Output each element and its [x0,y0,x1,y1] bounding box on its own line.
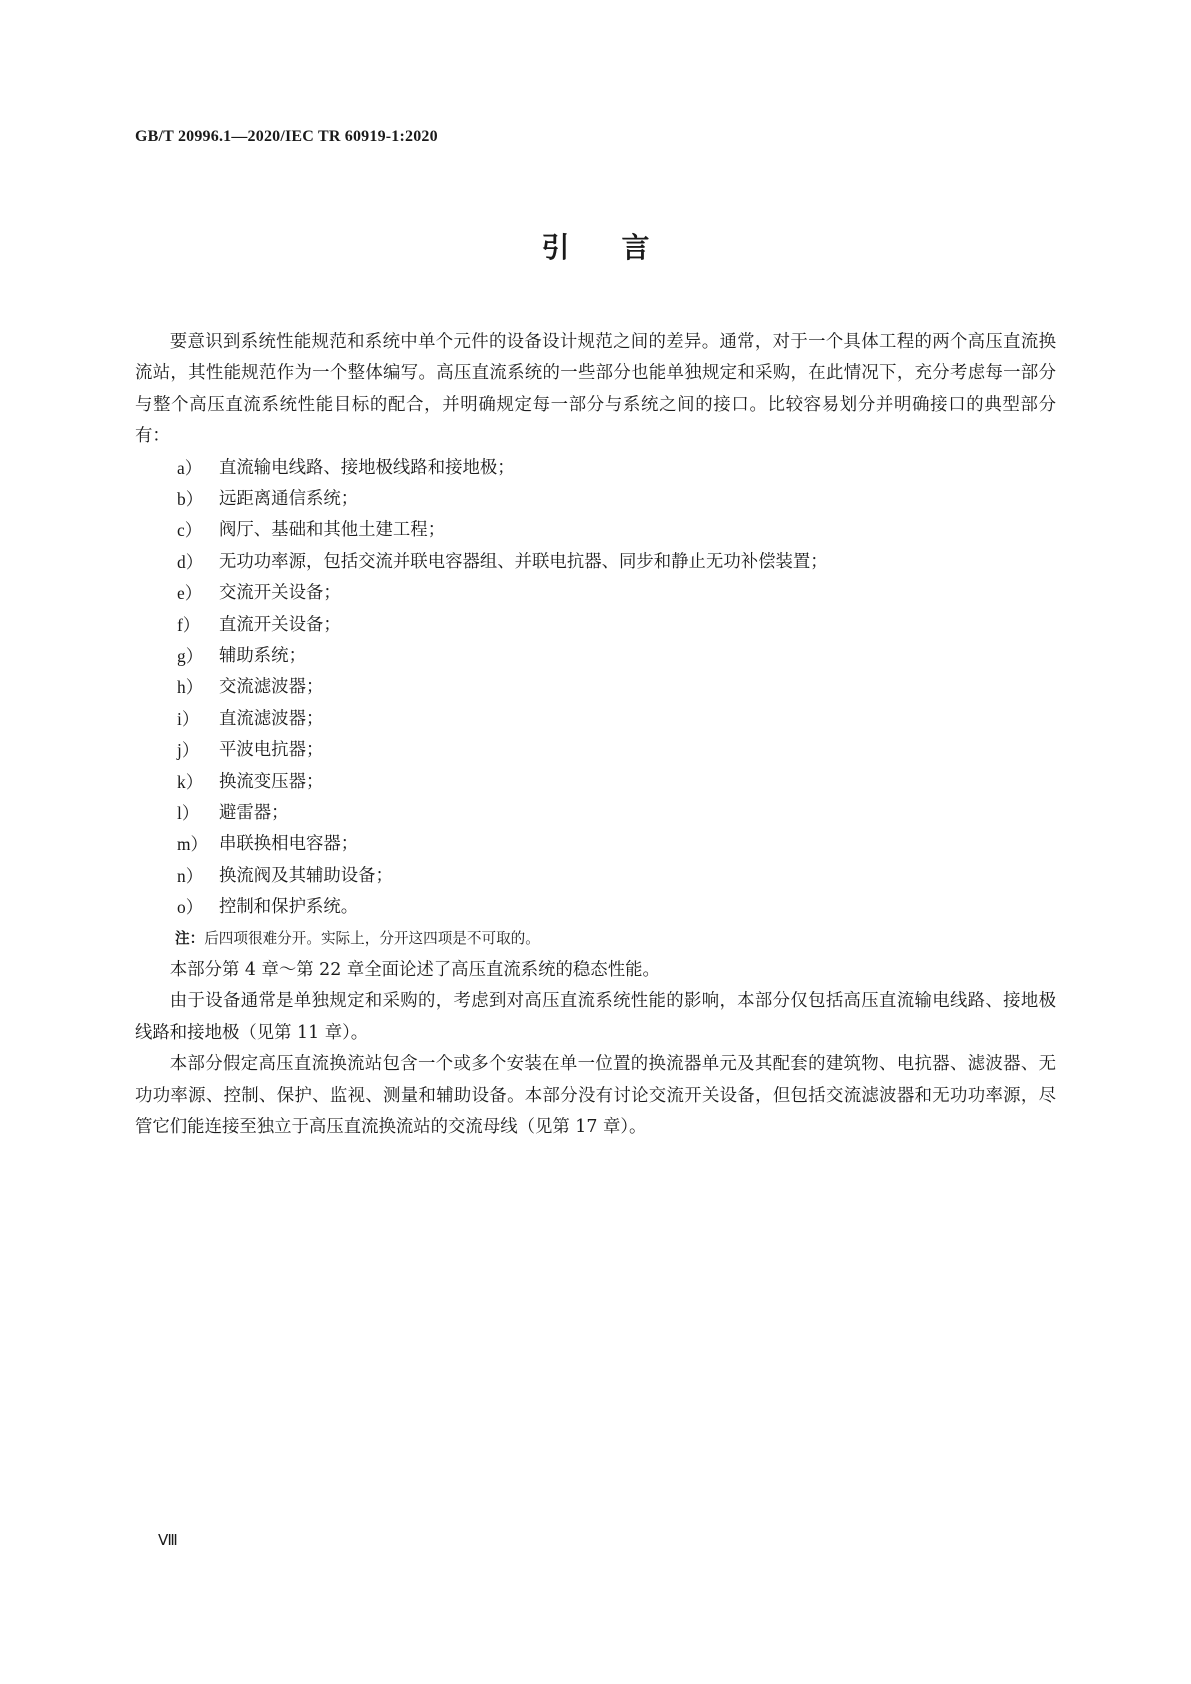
list-item [135,547,1056,578]
list-item [135,861,1056,892]
list-marker: j） [177,740,200,761]
list-marker: c） [177,520,203,541]
list-item-text: 交流开关设备； [219,583,341,604]
list-marker: n） [177,865,204,886]
list-item [135,672,1056,703]
list-item-text: 控制和保护系统。 [219,897,359,918]
list-item-text: 换流变压器； [219,771,324,792]
note-text: 后四项很难分开。实际上，分开这四项是不可取的。 [204,930,540,948]
list-item [135,735,1056,766]
list-item-text: 直流滤波器； [219,708,324,729]
list-marker: a） [177,457,203,478]
list-marker: f） [177,614,201,635]
body-text [135,327,1056,1143]
note-label: 注： [175,930,205,948]
list-marker: m） [177,834,208,855]
list-item-text: 平波电抗器； [219,740,324,761]
list-item [135,798,1056,829]
list-item [135,515,1056,546]
list-item-text: 辅助系统； [219,645,306,666]
list-item [135,453,1056,484]
paragraph-station-assumption: 本部分假定高压直流换流站包含一个或多个安装在单一位置的换流器单元及其配套的建筑物、电抗器、滤波器、无功功率源、控制、保护、监视、测量和辅助设备。本部分没有讨论交流开关设备，但包括交流滤波器和无功功率源，尽管它们能连接至独立于高压直流换流站的交流母线（见第 17 章）。 [135,1054,1056,1137]
list-marker: o） [177,897,204,918]
list-marker: k） [177,771,204,792]
list-item [135,892,1056,923]
list-item [135,829,1056,860]
list-marker: g） [177,645,204,666]
intro-paragraph: 要意识到系统性能规范和系统中单个元件的设备设计规范之间的差异。通常，对于一个具体工程的两个高压直流换流站，其性能规范作为一个整体编写。高压直流系统的一些部分也能单独规定和采购，在此情况下，充分考虑每一部分与整个高压直流系统性能目标的配合，并明确规定每一部分与系统之间的接口。比较容易划分并明确接口的典型部分有： [135,332,1056,447]
paragraph-scope-chapters: 本部分第 4 章～第 22 章全面论述了高压直流系统的稳态性能。 [169,959,660,980]
list-marker: h） [177,677,204,698]
list-item-text: 远距离通信系统； [219,489,359,510]
list-item [135,641,1056,672]
list-item-text: 换流阀及其辅助设备； [219,865,393,886]
note [135,923,1056,954]
list-marker: l） [177,802,200,823]
list-marker: d） [177,551,204,572]
list-item-text: 直流开关设备； [219,614,341,635]
parts-list [135,453,1056,924]
standard-number-header: GB/T 20996.1—2020/IEC TR 60919-1:2020 [135,128,438,145]
list-marker: b） [177,489,204,510]
list-item [135,578,1056,609]
list-item [135,704,1056,735]
page-title: 引言 [541,231,702,264]
list-item-text: 串联换相电容器； [219,834,359,855]
list-item-text: 阀厅、基础和其他土建工程； [219,520,446,541]
list-item [135,610,1056,641]
list-item-text: 交流滤波器； [219,677,324,698]
list-marker: e） [177,583,203,604]
paragraph-line-coverage: 由于设备通常是单独规定和采购的，考虑到对高压直流系统性能的影响，本部分仅包括高压直流输电线路、接地极线路和接地极（见第 11 章）。 [135,991,1056,1043]
list-item [135,767,1056,798]
page-number: Ⅷ [158,1533,177,1549]
list-item-text: 直流输电线路、接地极线路和接地极； [219,457,515,478]
list-marker: i） [177,708,200,729]
list-item [135,484,1056,515]
list-item-text: 避雷器； [219,802,289,823]
list-item-text: 无功功率源，包括交流并联电容器组、并联电抗器、同步和静止无功补偿装置； [219,551,828,572]
